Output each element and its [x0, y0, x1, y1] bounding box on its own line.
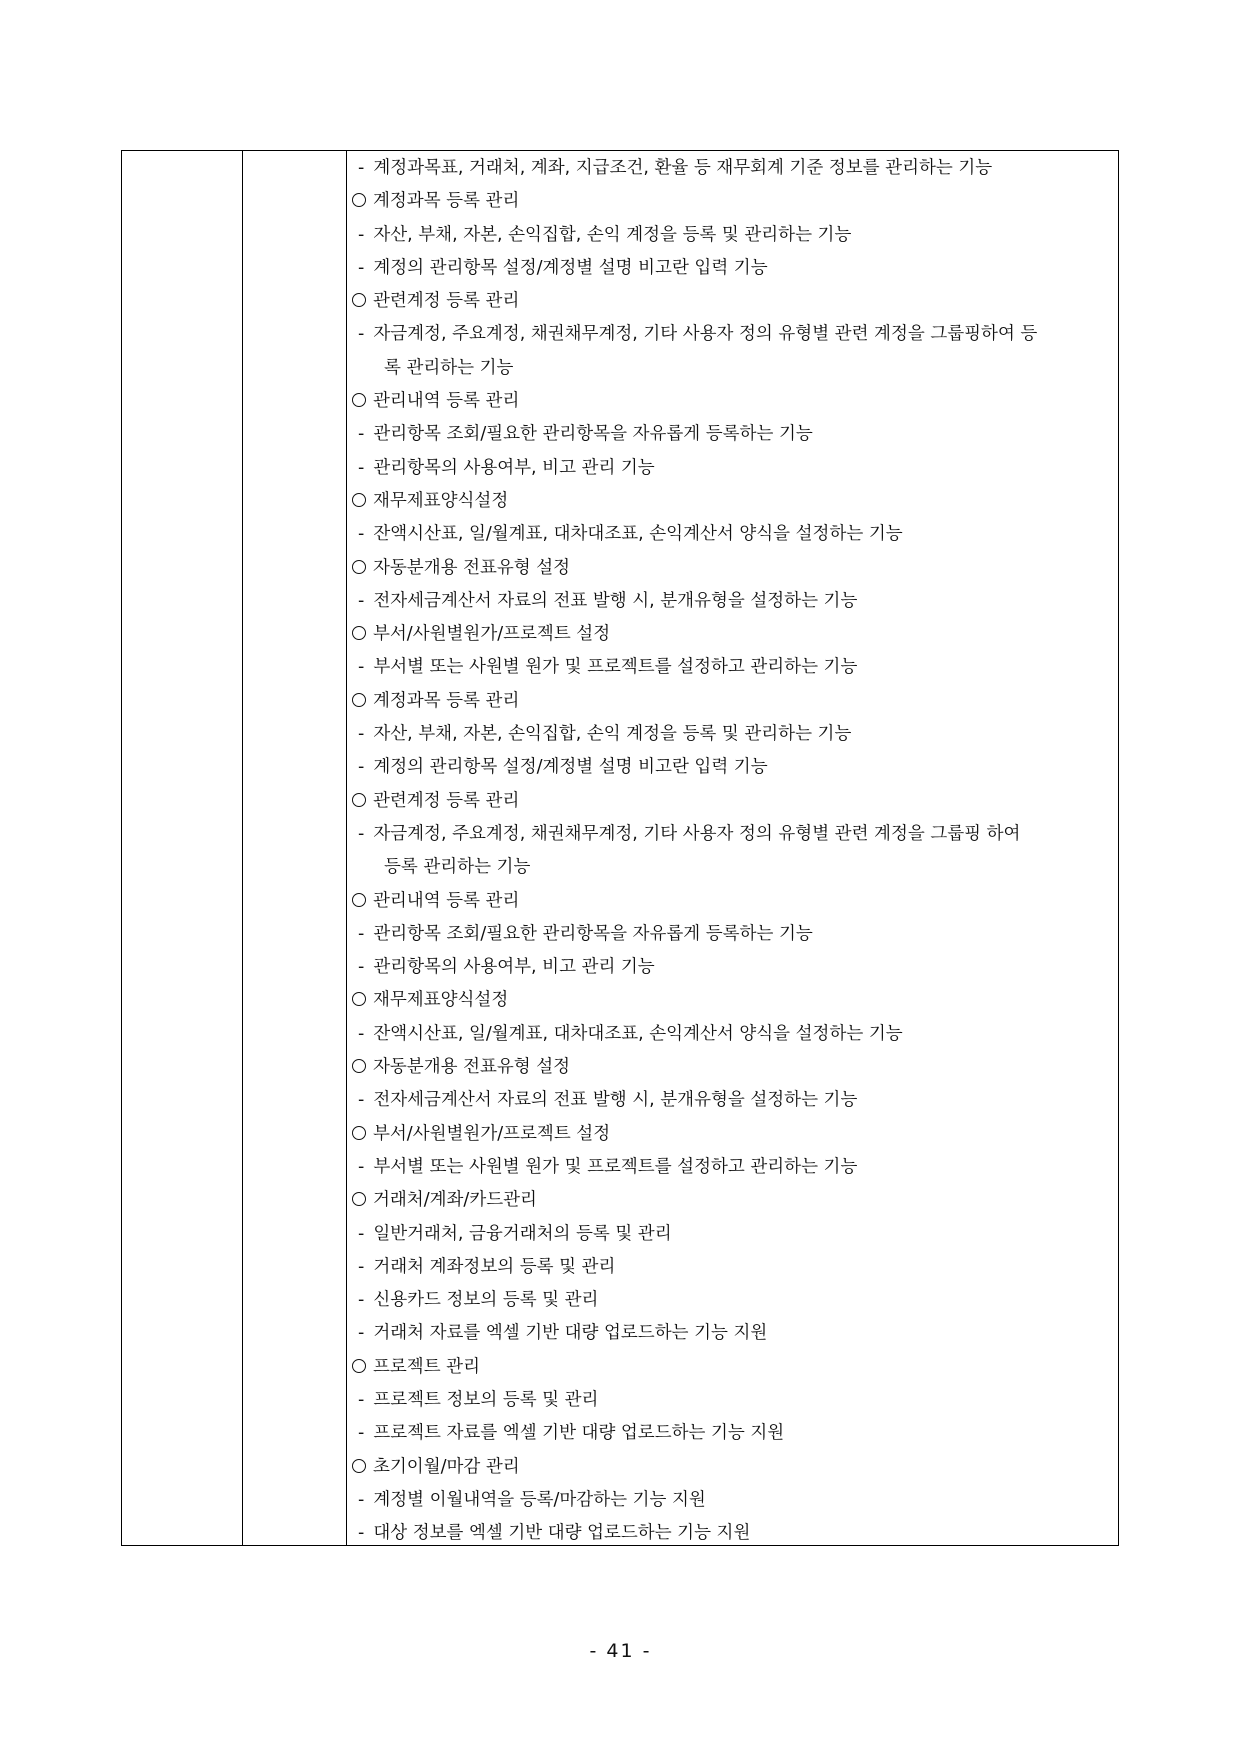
circle-bullet-icon	[352, 1192, 366, 1206]
section-heading	[352, 385, 1114, 418]
section-heading	[352, 1451, 1114, 1484]
description-item	[352, 1484, 1114, 1517]
line-text: 관리항목의 사용여부, 비고 관리 기능	[373, 457, 655, 478]
dash-bullet: -	[358, 1523, 365, 1544]
line-text: 계정별 이월내역을 등록/마감하는 기능 지원	[373, 1489, 706, 1510]
description-item	[352, 219, 1114, 252]
line-text: 거래처 계좌정보의 등록 및 관리	[373, 1256, 616, 1277]
circle-bullet-icon	[352, 393, 366, 407]
line-text: 등록 관리하는 기능	[384, 857, 531, 878]
line-text: 잔액시산표, 일/월계표, 대차대조표, 손익계산서 양식을 설정하는 기능	[373, 524, 903, 545]
table-column-description	[347, 151, 1118, 1545]
circle-bullet-icon	[352, 693, 366, 707]
line-text: 자동분개용 전표유형 설정	[373, 1057, 571, 1078]
description-item	[352, 951, 1114, 984]
line-text: 관련계정 등록 관리	[373, 291, 520, 312]
dash-bullet: -	[358, 923, 365, 944]
line-text: 관리항목의 사용여부, 비고 관리 기능	[373, 957, 655, 978]
dash-bullet: -	[358, 1423, 365, 1444]
dash-bullet: -	[358, 424, 365, 445]
line-text: 일반거래처, 금융거래처의 등록 및 관리	[373, 1223, 672, 1244]
dash-bullet: -	[358, 158, 365, 178]
description-item	[352, 818, 1114, 851]
dash-bullet: -	[358, 224, 365, 245]
section-heading	[352, 618, 1114, 651]
line-text: 관련계정 등록 관리	[373, 790, 520, 811]
circle-bullet-icon	[352, 560, 366, 574]
line-text: 계정의 관리항목 설정/계정별 설명 비고란 입력 기능	[373, 257, 768, 278]
dash-bullet: -	[358, 823, 365, 844]
dash-bullet: -	[358, 257, 365, 278]
line-text: 자산, 부채, 자본, 손익집합, 손익 계정을 등록 및 관리하는 기능	[373, 224, 852, 245]
section-heading	[352, 984, 1114, 1017]
circle-bullet-icon	[352, 493, 366, 507]
line-text: 초기이월/마감 관리	[373, 1456, 520, 1477]
dash-bullet: -	[358, 1256, 365, 1277]
section-heading	[352, 552, 1114, 585]
circle-bullet-icon	[352, 193, 366, 207]
table-column-category	[122, 151, 243, 1545]
description-item	[352, 1018, 1114, 1051]
dash-bullet: -	[358, 524, 365, 545]
line-text: 재무제표양식설정	[373, 490, 509, 511]
section-heading	[352, 785, 1114, 818]
description-item	[352, 152, 1114, 185]
line-text: 잔액시산표, 일/월계표, 대차대조표, 손익계산서 양식을 설정하는 기능	[373, 1023, 903, 1044]
description-item	[352, 718, 1114, 751]
circle-bullet-icon	[352, 293, 366, 307]
dash-bullet: -	[358, 724, 365, 745]
description-item	[352, 1417, 1114, 1450]
description-item	[352, 452, 1114, 485]
line-text: 관리내역 등록 관리	[373, 890, 520, 911]
dash-bullet: -	[358, 1323, 365, 1344]
section-heading	[352, 685, 1114, 718]
line-text: 계정의 관리항목 설정/계정별 설명 비고란 입력 기능	[373, 757, 768, 778]
dash-bullet: -	[358, 757, 365, 778]
dash-bullet: -	[358, 1290, 365, 1311]
description-item	[352, 1218, 1114, 1251]
line-text: 전자세금계산서 자료의 전표 발행 시, 분개유형을 설정하는 기능	[373, 1090, 858, 1111]
line-text: 프로젝트 관리	[373, 1356, 480, 1377]
description-item	[352, 1317, 1114, 1350]
section-heading	[352, 885, 1114, 918]
line-text: 부서별 또는 사원별 원가 및 프로젝트를 설정하고 관리하는 기능	[373, 657, 858, 678]
page-number: - 41 -	[589, 1640, 652, 1662]
line-text: 자산, 부채, 자본, 손익집합, 손익 계정을 등록 및 관리하는 기능	[373, 724, 852, 745]
line-text: 부서별 또는 사원별 원가 및 프로젝트를 설정하고 관리하는 기능	[373, 1156, 858, 1177]
dash-bullet: -	[358, 457, 365, 478]
section-heading	[352, 185, 1114, 218]
section-heading	[352, 285, 1114, 318]
section-heading	[352, 1351, 1114, 1384]
section-heading	[352, 1051, 1114, 1084]
description-item	[352, 1151, 1114, 1184]
line-text: 거래처/계좌/카드관리	[373, 1190, 537, 1211]
description-item	[352, 252, 1114, 285]
line-text: 관리항목 조회/필요한 관리항목을 자유롭게 등록하는 기능	[373, 923, 813, 944]
circle-bullet-icon	[352, 1126, 366, 1140]
line-text: 부서/사원별원가/프로젝트 설정	[373, 1123, 611, 1144]
circle-bullet-icon	[352, 1059, 366, 1073]
line-text: 프로젝트 정보의 등록 및 관리	[373, 1389, 599, 1410]
dash-bullet: -	[358, 1389, 365, 1410]
dash-bullet: -	[358, 657, 365, 678]
line-text: 록 관리하는 기능	[384, 357, 514, 378]
line-text: 전자세금계산서 자료의 전표 발행 시, 분개유형을 설정하는 기능	[373, 590, 858, 611]
description-item	[352, 418, 1114, 451]
description-item	[352, 1284, 1114, 1317]
description-item	[352, 585, 1114, 618]
line-text: 자금계정, 주요계정, 채권채무계정, 기타 사용자 정의 유형별 관련 계정을 그룹핑 하여	[373, 823, 1021, 844]
dash-bullet: -	[358, 1023, 365, 1044]
line-text: 계정과목 등록 관리	[373, 191, 520, 212]
section-heading	[352, 1184, 1114, 1217]
description-item	[352, 751, 1114, 784]
dash-bullet: -	[358, 590, 365, 611]
line-text: 거래처 자료를 엑셀 기반 대량 업로드하는 기능 지원	[373, 1323, 768, 1344]
circle-bullet-icon	[352, 893, 366, 907]
line-text: 프로젝트 자료를 엑셀 기반 대량 업로드하는 기능 지원	[373, 1423, 785, 1444]
description-continuation	[352, 352, 1114, 385]
dash-bullet: -	[358, 1223, 365, 1244]
circle-bullet-icon	[352, 1459, 366, 1473]
line-text: 신용카드 정보의 등록 및 관리	[373, 1290, 599, 1311]
description-item	[352, 1084, 1114, 1117]
description-item	[352, 918, 1114, 951]
section-heading	[352, 485, 1114, 518]
line-text: 계정과목 등록 관리	[373, 690, 520, 711]
description-item	[352, 1517, 1114, 1550]
line-text: 관리내역 등록 관리	[373, 391, 520, 412]
circle-bullet-icon	[352, 1359, 366, 1373]
dash-bullet: -	[358, 1489, 365, 1510]
description-item	[352, 518, 1114, 551]
line-text: 부서/사원별원가/프로젝트 설정	[373, 624, 611, 645]
table-column-subcategory	[243, 151, 347, 1545]
description-item	[352, 1384, 1114, 1417]
line-text: 대상 정보를 엑셀 기반 대량 업로드하는 기능 지원	[373, 1523, 751, 1544]
dash-bullet: -	[358, 324, 365, 345]
line-text: 계정과목표, 거래처, 계좌, 지급조건, 환율 등 재무회계 기준 정보를 관리하는 기능	[373, 158, 993, 178]
circle-bullet-icon	[352, 992, 366, 1006]
line-text: 재무제표양식설정	[373, 990, 509, 1011]
description-item	[352, 1251, 1114, 1284]
line-text: 자금계정, 주요계정, 채권채무계정, 기타 사용자 정의 유형별 관련 계정을 그룹핑하여 등	[373, 324, 1038, 345]
section-heading	[352, 1118, 1114, 1151]
circle-bullet-icon	[352, 793, 366, 807]
spec-table	[121, 150, 1119, 1546]
dash-bullet: -	[358, 1090, 365, 1111]
description-item	[352, 318, 1114, 351]
line-text: 자동분개용 전표유형 설정	[373, 557, 571, 578]
line-text: 관리항목 조회/필요한 관리항목을 자유롭게 등록하는 기능	[373, 424, 813, 445]
description-item	[352, 651, 1114, 684]
dash-bullet: -	[358, 1156, 365, 1177]
description-continuation	[352, 851, 1114, 884]
circle-bullet-icon	[352, 626, 366, 640]
dash-bullet: -	[358, 957, 365, 978]
